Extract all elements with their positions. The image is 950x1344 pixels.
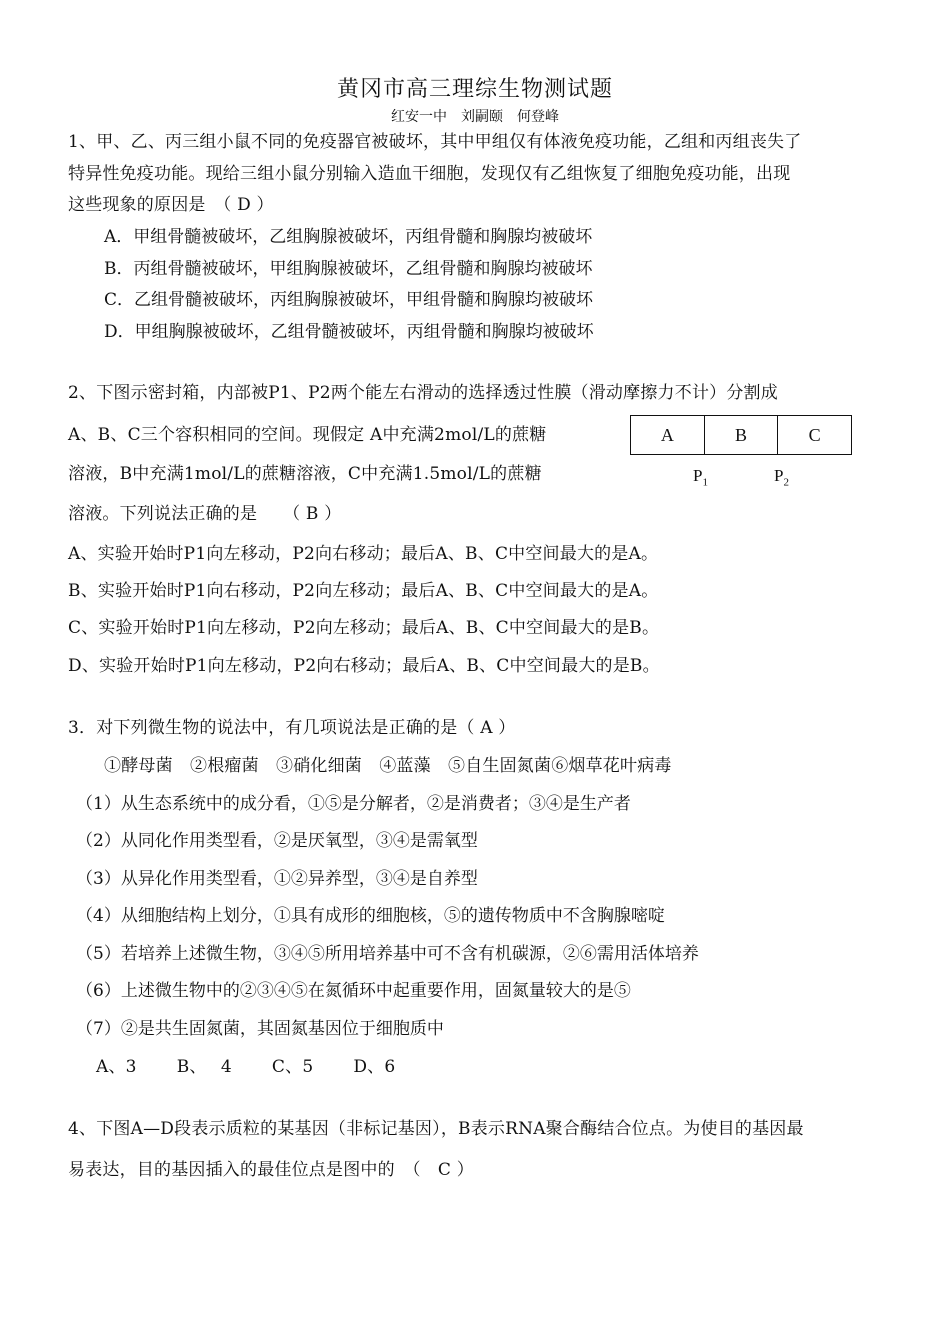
box-cell-a: A — [660, 424, 674, 445]
box-cell-c: C — [777, 416, 851, 454]
q3-organism-list: ①酵母菌 ②根瘤菌 ③硝化细菌 ④蓝藻 ⑤自生固氮菌⑥烟草花叶病毒 — [104, 756, 672, 776]
q1-option-a: A．甲组骨髓被破坏，乙组胸腺被破坏，丙组骨髓和胸腺均被破坏 — [104, 227, 593, 247]
q3-statement-6: （6）上述微生物中的②③④⑤在氮循环中起重要作用，固氮量较大的是⑤ — [76, 981, 631, 1001]
q1-stem-line-3: 这些现象的原因是 （ D ） — [68, 195, 274, 215]
q1-option-d: D．甲组胸腺被破坏，乙组骨髓被破坏，丙组骨髓和胸腺均被破坏 — [104, 322, 594, 342]
q3-stem: 3．对下列微生物的说法中，有几项说法是正确的是（ A ） — [68, 718, 516, 738]
authors-line: 红安一中 刘嗣颐 何登峰 — [391, 109, 559, 125]
q3-statement-4: （4）从细胞结构上划分，①具有成形的细胞核，⑤的遗传物质中不含胸腺嘧啶 — [76, 906, 665, 926]
q2-stem-line-3: 溶液，B中充满1mol/L的蔗糖溶液，C中充满1.5mol/L的蔗糖 — [68, 464, 542, 484]
membrane-p1-label: $P_1$ — [693, 466, 708, 489]
q2-stem-line-1: 2、下图示密封箱，内部被P1、P2两个能左右滑动的选择透过性膜（滑动摩擦力不计）分割成 — [68, 383, 778, 403]
q4-stem-line-2: 易表达，目的基因插入的最佳位点是图中的 （ C ） — [68, 1160, 474, 1180]
q1-stem-line-2: 特异性免疫功能。现给三组小鼠分别输入造血干细胞，发现仅有乙组恢复了细胞免疫功能，出现 — [68, 164, 791, 184]
q2-option-c: C、实验开始时P1向左移动，P2向左移动；最后A、B、C中空间最大的是B。 — [68, 618, 660, 638]
box-cell-b: B — [704, 416, 778, 454]
q3-answer-choices: A、3 B、 4 C、5 D、6 — [96, 1057, 396, 1077]
q3-statement-5: （5）若培养上述微生物，③④⑤所用培养基中可不含有机碳源，②⑥需用活体培养 — [76, 944, 699, 964]
q3-statement-7: （7）②是共生固氮菌，其固氮基因位于细胞质中 — [76, 1019, 444, 1039]
page-title: 黄冈市高三理综生物测试题 — [336, 77, 613, 102]
q2-stem-line-4: 溶液。下列说法正确的是 （ B ） — [68, 504, 342, 524]
q1-stem-line-1: 1、甲、乙、丙三组小鼠不同的免疫器官被破坏，其中甲组仅有体液免疫功能，乙组和丙组丧失了 — [68, 132, 802, 152]
membrane-p2-label: $P_2$ — [774, 466, 789, 489]
q2-option-b: B、实验开始时P1向右移动，P2向左移动；最后A、B、C中空间最大的是A。 — [68, 581, 659, 601]
q3-statement-3: （3）从异化作用类型看，①②异养型，③④是自养型 — [76, 869, 478, 889]
q3-statement-2: （2）从同化作用类型看，②是厌氧型，③④是需氧型 — [76, 831, 478, 851]
q2-stem-line-2: A、B、C三个容积相同的空间。现假定 A中充满2mol/L的蔗糖 — [68, 425, 547, 445]
q4-stem-line-1: 4、下图A—D段表示质粒的某基因（非标记基因），B表示RNA聚合酶结合位点。为使目的基因最 — [68, 1119, 804, 1139]
q2-option-a: A、实验开始时P1向左移动，P2向右移动；最后A、B、C中空间最大的是A。 — [68, 544, 659, 564]
q2-option-d: D、实验开始时P1向左移动，P2向右移动；最后A、B、C中空间最大的是B。 — [68, 656, 660, 676]
q1-option-b: B．丙组骨髓被破坏，甲组胸腺被破坏，乙组骨髓和胸腺均被破坏 — [104, 259, 593, 279]
q3-statement-1: （1）从生态系统中的成分看，①⑤是分解者，②是消费者；③④是生产者 — [76, 794, 631, 814]
sealed-box-diagram — [630, 415, 852, 455]
q1-option-c: C．乙组骨髓被破坏，丙组胸腺被破坏，甲组骨髓和胸腺均被破坏 — [104, 290, 594, 310]
